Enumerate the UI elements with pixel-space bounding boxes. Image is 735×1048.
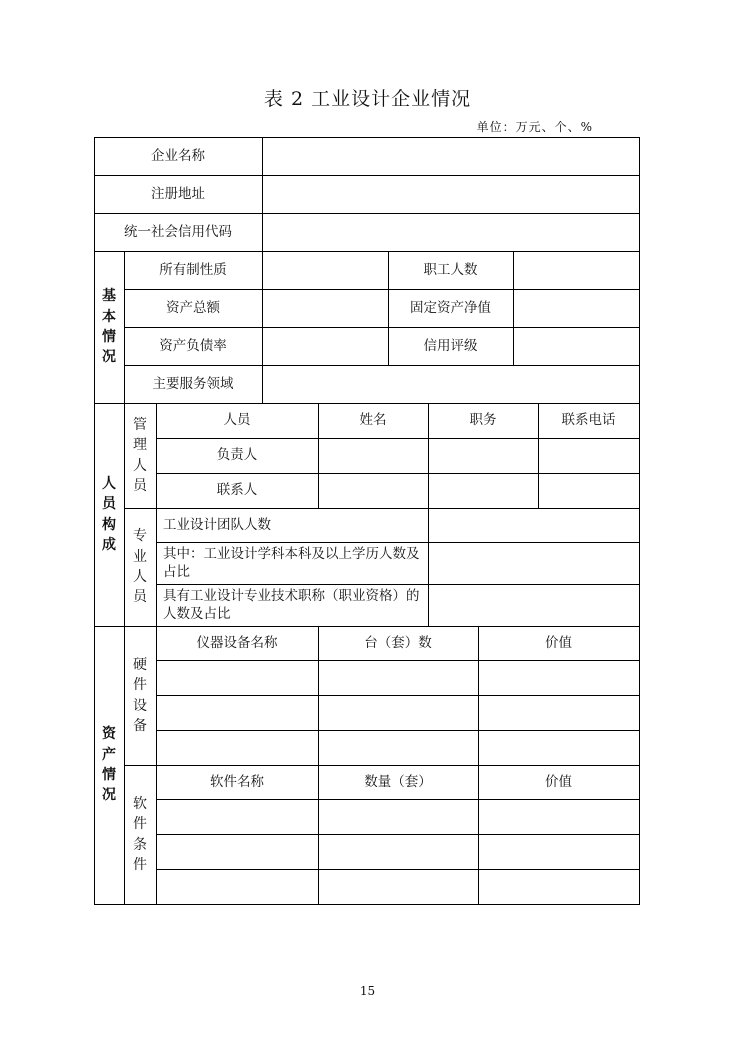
hardware-entry-cell[interactable]: [156, 660, 318, 695]
table-grid-line: [156, 542, 640, 543]
col-person-header: 人员: [223, 412, 251, 429]
team-count-value[interactable]: [428, 508, 639, 542]
table-grid-line: [156, 403, 157, 905]
hardware-entry-cell[interactable]: [156, 730, 318, 765]
table-grid-line: [156, 834, 640, 835]
col-name-header: 姓名: [359, 412, 387, 429]
hardware-char: 备: [133, 717, 147, 734]
basic-info-char: 况: [102, 349, 116, 366]
basic-info-char: 基: [102, 288, 116, 305]
table-grid-line: [156, 799, 640, 800]
hardware-char: 设: [133, 697, 147, 714]
software-entry-cell[interactable]: [318, 834, 478, 869]
registered-address-label: 注册地址: [151, 185, 205, 202]
management-group-label: [124, 403, 156, 508]
contact-position-value[interactable]: [428, 473, 538, 508]
contact-phone-value[interactable]: [538, 473, 639, 508]
table-grid-line: [639, 137, 640, 905]
personnel-char: 员: [102, 496, 116, 513]
table-grid-line: [478, 626, 479, 905]
software-char: 件: [133, 856, 147, 873]
assets-char: 况: [102, 787, 116, 804]
col-quantity-header: 数量（套）: [364, 773, 432, 790]
registered-address-value[interactable]: [262, 175, 639, 213]
hardware-entry-cell[interactable]: [318, 730, 478, 765]
hardware-char: 硬: [133, 656, 147, 673]
col-hardware-value-header: 价值: [545, 634, 572, 651]
basic-info-char: 情: [102, 329, 116, 345]
ownership-value[interactable]: [262, 251, 388, 289]
personnel-group-label: [94, 403, 124, 626]
personnel-char: 成: [102, 536, 116, 553]
assets-char: 产: [102, 746, 116, 763]
page-title: 表 2 工业设计企业情况: [263, 88, 472, 110]
table-grid-line: [94, 137, 95, 905]
table-grid-line: [538, 403, 539, 509]
table-grid-line: [124, 508, 640, 509]
table-grid-line: [156, 473, 640, 474]
table-grid-line: [94, 403, 640, 404]
employees-label: 职工人数: [423, 261, 478, 278]
personnel-char: 人: [102, 475, 116, 492]
team-count-label: 工业设计团队人数: [163, 516, 271, 533]
table-grid-line: [156, 869, 640, 870]
table-grid-line: [156, 660, 640, 661]
table-grid-line: [318, 626, 319, 905]
title-ratio-label: 具有工业设计专业技术职称（职业资格）的人数及占比: [163, 587, 420, 622]
page-number: 15: [359, 984, 376, 998]
col-phone-header: 联系电话: [561, 412, 616, 429]
hardware-entry-cell[interactable]: [478, 730, 639, 765]
basic-info-char: 本: [102, 308, 116, 325]
software-entry-cell[interactable]: [318, 799, 478, 834]
software-char: 件: [133, 816, 147, 833]
personnel-char: 构: [102, 516, 116, 533]
table-grid-line: [94, 213, 640, 214]
col-equipment-header: 仪器设备名称: [196, 634, 278, 651]
col-software-name-header: 软件名称: [210, 773, 264, 790]
management-char: 管: [133, 416, 147, 433]
management-char: 员: [133, 477, 147, 494]
table-grid-line: [94, 251, 640, 252]
software-entry-cell[interactable]: [478, 869, 639, 904]
software-entry-cell[interactable]: [318, 869, 478, 904]
hardware-entry-cell[interactable]: [478, 695, 639, 730]
unit-label: 单位：万元、个、%: [476, 120, 593, 134]
main-service-area-label: 主要服务领域: [152, 375, 234, 392]
table-grid-line: [156, 584, 640, 585]
row-contact-label: 联系人: [216, 482, 258, 499]
professional-char: 人: [133, 569, 147, 585]
table-grid-line: [262, 137, 263, 404]
table-grid-line: [428, 403, 429, 627]
table-grid-line: [513, 251, 514, 366]
main-service-area-value[interactable]: [262, 365, 639, 403]
table-grid-line: [124, 765, 640, 766]
credit-rating-label: 信用评级: [423, 337, 478, 354]
row-leader-label: 负责人: [216, 447, 258, 464]
col-software-value-header: 价值: [545, 773, 572, 790]
hardware-entry-cell[interactable]: [318, 695, 478, 730]
software-entry-cell[interactable]: [156, 869, 318, 904]
total-assets-value[interactable]: [262, 289, 388, 327]
hardware-entry-cell[interactable]: [156, 695, 318, 730]
degree-ratio-value[interactable]: [428, 542, 639, 584]
table-grid-line: [124, 289, 640, 290]
leader-phone-value[interactable]: [538, 438, 639, 473]
col-units-header: 台（套）数: [364, 634, 432, 651]
credit-code-value[interactable]: [262, 213, 639, 251]
management-char: 理: [133, 437, 147, 454]
table-grid-line: [388, 251, 389, 366]
title-ratio-value[interactable]: [428, 584, 639, 626]
assets-char: 资: [102, 726, 116, 743]
software-entry-cell[interactable]: [156, 834, 318, 869]
total-assets-label: 资产总额: [166, 299, 220, 316]
software-entry-cell[interactable]: [156, 799, 318, 834]
professional-group-label: [124, 508, 156, 626]
table-grid-line: [156, 695, 640, 696]
leader-position-value[interactable]: [428, 438, 538, 473]
software-entry-cell[interactable]: [478, 834, 639, 869]
software-char: 条: [133, 836, 147, 853]
management-char: 人: [133, 457, 147, 474]
table-grid-line: [94, 626, 640, 627]
debt-ratio-label: 资产负债率: [159, 337, 227, 354]
assets-char: 情: [102, 767, 116, 783]
professional-char: 业: [133, 548, 147, 565]
table-grid-line: [318, 403, 319, 509]
table-grid-line: [94, 175, 640, 176]
hardware-char: 件: [133, 677, 147, 694]
ownership-label: 所有制性质: [159, 261, 227, 278]
net-fixed-assets-value[interactable]: [513, 289, 639, 327]
company-name-label: 企业名称: [151, 147, 205, 164]
software-char: 软: [133, 795, 147, 812]
contact-name-value[interactable]: [318, 473, 428, 508]
table-grid-line: [94, 904, 640, 905]
table-grid-line: [156, 730, 640, 731]
debt-ratio-value[interactable]: [262, 327, 388, 365]
degree-ratio-label: 其中：工业设计学科本科及以上学历人数及占比: [163, 545, 420, 580]
hardware-group-label: [124, 626, 156, 765]
net-fixed-assets-label: 固定资产净值: [410, 299, 491, 316]
hardware-entry-cell[interactable]: [478, 660, 639, 695]
company-name-value[interactable]: [262, 137, 639, 175]
employees-value[interactable]: [513, 251, 639, 289]
professional-char: 员: [133, 589, 147, 606]
software-entry-cell[interactable]: [478, 799, 639, 834]
professional-char: 专: [133, 528, 147, 545]
basic-info-group-label: [94, 251, 124, 403]
software-group-label: [124, 765, 156, 904]
assets-group-label: [94, 626, 124, 904]
hardware-entry-cell[interactable]: [318, 660, 478, 695]
col-position-header: 职务: [469, 412, 497, 429]
table-grid-line: [156, 438, 640, 439]
table-grid-line: [124, 251, 125, 905]
table-grid-line: [94, 137, 640, 138]
table-grid-line: [124, 327, 640, 328]
leader-name-value[interactable]: [318, 438, 428, 473]
credit-code-label: 统一社会信用代码: [124, 223, 232, 240]
credit-rating-value[interactable]: [513, 327, 639, 365]
table-grid-line: [124, 365, 640, 366]
